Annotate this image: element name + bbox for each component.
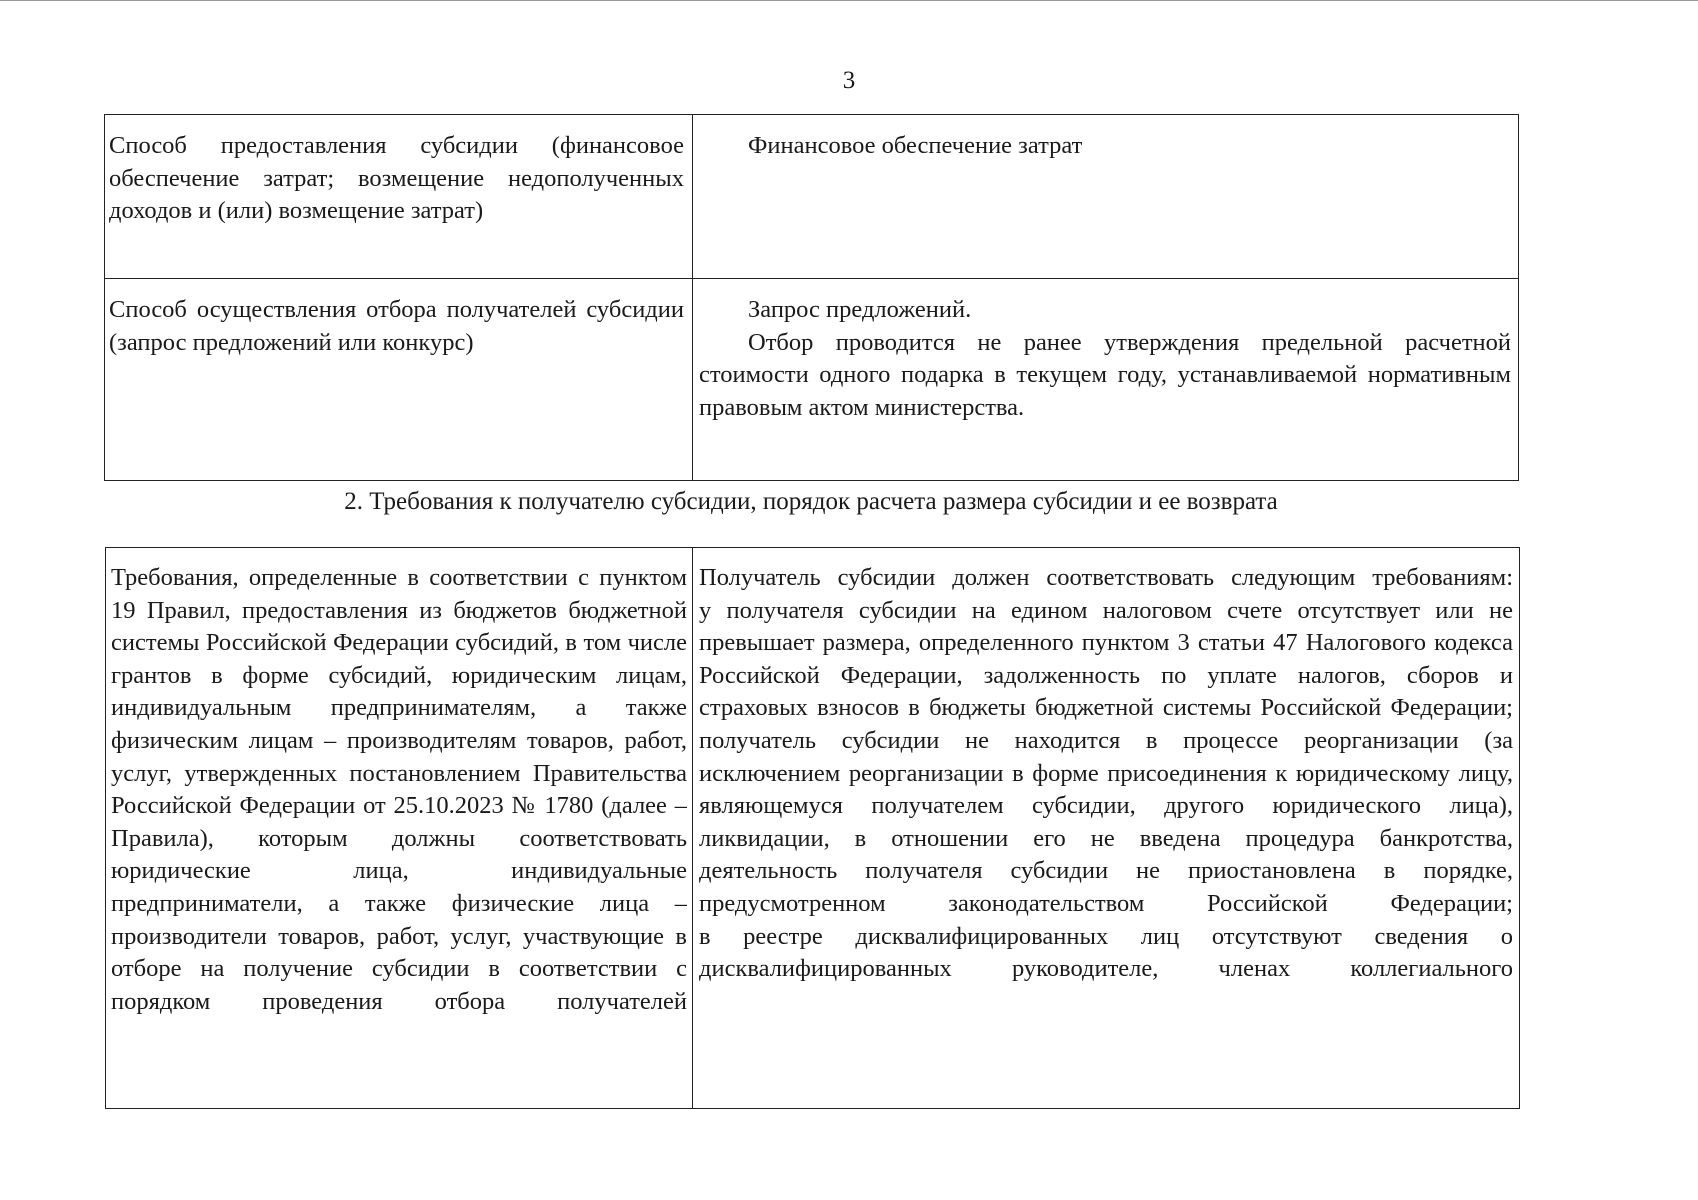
row-value-paragraph: в реестре дисквалифицированных лиц отсутствуют сведения о дисквалифицированных руководителе, членах коллегиального [699,922,1513,983]
page-top-rule [0,0,1698,1]
row-value-paragraph: Запрос предложений. [748,296,972,323]
section-heading: 2. Требования к получателю субсидии, порядок расчета размера субсидии и ее возврата [344,488,1278,515]
row-value-paragraph: получатель субсидии не находится в процессе реорганизации (за исключением реорганизации в форме присоединения к юридическому лицу, являющемуся получателем субсидии, другого юридического лица), ликвидации, в отношении его не введена процедура банкротства, деятельность получателя субсидии не приостановлена в порядке, предусмотренном законодательством Российской Федерации; [699,726,1513,917]
table-cell-value [693,115,1519,279]
row-label: Способ предоставления субсидии (финансовое обеспечение затрат; возмещение недополученных доходов и (или) возмещение затрат) [109,132,684,225]
row-value-paragraph: Финансовое обеспечение затрат [748,132,1083,159]
table-row [106,548,1520,1109]
table-row [105,279,1519,481]
row-label: Способ осуществления отбора получателей субсидии (запрос предложений или конкурс) [109,296,684,356]
row-value-paragraph: у получателя субсидии на едином налоговом счете отсутствует или не превышает размера, определенного пунктом 3 статьи 47 Налогового кодекса Российской Федерации, задолженность по уплате налогов, сборов и страховых взносов в бюджеты бюджетной системы Российской Федерации; [699,596,1513,722]
row-value-paragraph: Получатель субсидии должен соответствовать следующим требованиям: [699,564,1513,591]
table-cell-label [105,279,693,481]
table-cell-value [693,548,1520,1109]
table-row [105,115,1519,279]
table-cell-label [106,548,693,1109]
subsidy-method-table [104,114,1519,481]
recipient-requirements-table [105,547,1520,1109]
table-cell-label [105,115,693,279]
row-label: Требования, определенные в соответствии с пунктом 19 Правил, предоставления из бюджетов бюджетной системы Российской Федерации субсидий, в том числе грантов в форме субсидий, юридическим лицам, индивидуальным предпринимателям, а также физическим лицам – производителям товаров, работ, услуг, утвержденных постановлением Правительства Российской Федерации от 25.10.2023 № 1780 (далее – Правила), которым должны соответствовать юридические лица, индивидуальные предприниматели, а также физические лица – производители товаров, работ, услуг, участвующие в отборе на получение субсидии в соответствии с порядком проведения отбора получателей [111,564,687,1015]
table-cell-value [693,279,1519,481]
row-value-paragraph: Отбор проводится не ранее утверждения предельной расчетной стоимости одного подарка в текущем году, устанавливаемой нормативным правовым актом министерства. [699,328,1511,421]
page-number: 3 [842,67,856,94]
